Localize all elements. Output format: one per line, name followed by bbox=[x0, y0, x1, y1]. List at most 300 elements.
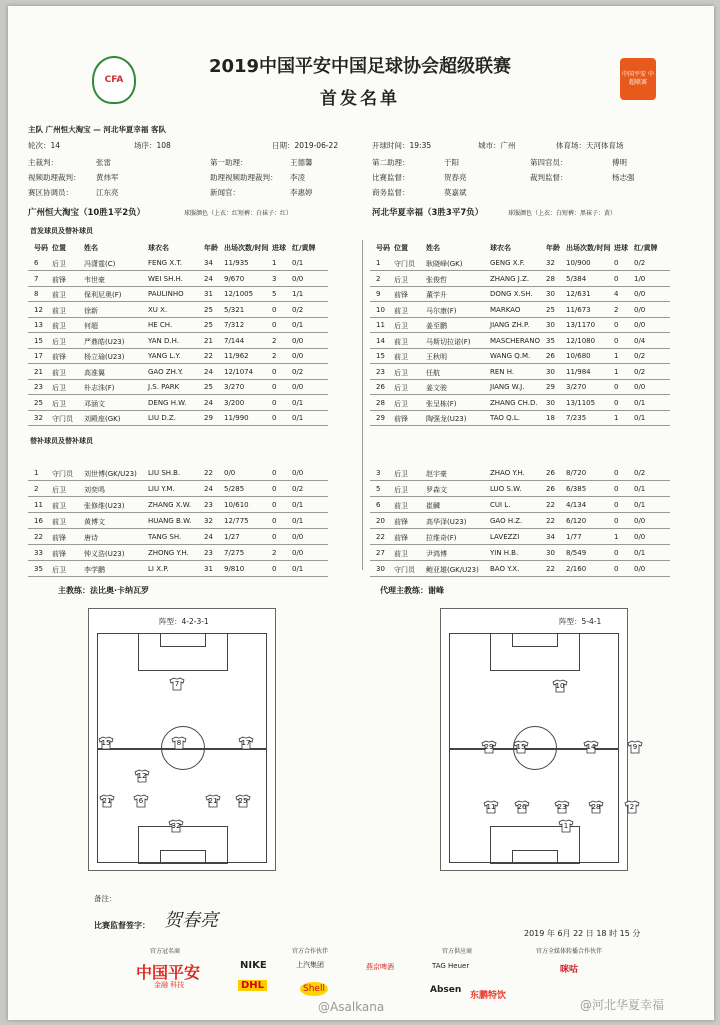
jersey-number: 8 bbox=[176, 739, 182, 747]
player-cell: 0 bbox=[272, 565, 277, 573]
row-rule bbox=[370, 560, 670, 561]
row-rule bbox=[370, 348, 670, 349]
player-cell: 0/0 bbox=[292, 274, 304, 283]
column-header: 红/黄牌 bbox=[292, 244, 316, 252]
player-cell: 5/285 bbox=[224, 485, 245, 493]
player-cell: MASCHERANO bbox=[490, 336, 540, 345]
page-title: 2019中国平安中国足球协会超级联赛 bbox=[208, 56, 512, 77]
column-header: 年龄 bbox=[204, 244, 218, 252]
player-cell: 董学升 bbox=[426, 291, 447, 299]
watermark-left: @Asalkana bbox=[318, 1000, 385, 1014]
player-cell: 7/312 bbox=[224, 321, 245, 329]
player-cell: 守门员 bbox=[394, 260, 415, 268]
player-cell: 0 bbox=[614, 398, 619, 407]
player-cell: 23 bbox=[204, 501, 213, 509]
player-cell: 2 bbox=[34, 485, 39, 493]
table-divider bbox=[362, 240, 363, 570]
player-cell: 0/0 bbox=[634, 533, 646, 541]
player-cell: 0 bbox=[272, 305, 277, 314]
player-cell: 10/680 bbox=[566, 352, 591, 360]
player-cell: 前锋 bbox=[52, 275, 66, 284]
player-cell: ZHANG J.Z. bbox=[490, 274, 530, 283]
player-cell: 11/673 bbox=[566, 305, 591, 314]
ar2-label: 第二助理： bbox=[372, 158, 410, 167]
player-jersey bbox=[558, 819, 574, 833]
player-cell: 22 bbox=[546, 517, 555, 525]
row-rule bbox=[28, 512, 328, 513]
player-cell: 16 bbox=[34, 517, 43, 525]
player-cell: 7 bbox=[34, 274, 39, 283]
player-cell: 前锋 bbox=[52, 550, 66, 558]
player-cell: 29 bbox=[204, 414, 213, 422]
column-header: 号码 bbox=[34, 244, 48, 252]
player-cell: 11/935 bbox=[224, 259, 249, 267]
player-cell: 张呈栋(F) bbox=[426, 399, 457, 408]
player-cell: 张俊哲 bbox=[426, 275, 447, 284]
player-cell: HUANG B.W. bbox=[148, 517, 192, 525]
jersey-number: 14 bbox=[586, 743, 596, 751]
jersey-number: 10 bbox=[555, 682, 565, 690]
player-cell: 前卫 bbox=[52, 518, 66, 526]
sponsor-absen: Absen bbox=[430, 985, 462, 995]
row-rule bbox=[28, 410, 328, 411]
starters-heading: 首发球员及替补球员 bbox=[30, 227, 93, 235]
player-cell: 0/0 bbox=[634, 383, 646, 391]
sponsor-title-media: 官方全媒体转播合作伙伴 bbox=[536, 948, 603, 955]
player-cell: 1/1 bbox=[292, 290, 304, 298]
player-cell: 李学鹏 bbox=[84, 566, 105, 574]
player-cell: 12/1080 bbox=[566, 336, 596, 345]
row-rule bbox=[28, 394, 328, 395]
player-cell: 17 bbox=[34, 352, 43, 360]
player-cell: XU X. bbox=[148, 305, 168, 314]
row-rule bbox=[370, 394, 670, 395]
row-rule bbox=[28, 286, 328, 287]
player-cell: 邓涵文 bbox=[84, 399, 105, 408]
player-cell: 5 bbox=[376, 485, 381, 493]
coordinator-value: 江东亮 bbox=[96, 188, 119, 197]
player-cell: 黄博文 bbox=[84, 518, 105, 526]
player-cell: 31 bbox=[204, 565, 213, 573]
referee-value: 张雷 bbox=[96, 158, 111, 167]
player-cell: JIANG ZH.P. bbox=[490, 321, 530, 329]
player-cell: 6 bbox=[34, 259, 39, 267]
referee-label: 主裁判： bbox=[28, 158, 58, 167]
player-cell: 0 bbox=[272, 501, 277, 509]
csl-logo: 中国平安 中超联赛 bbox=[620, 58, 656, 100]
player-cell: 马尔康(F) bbox=[426, 306, 457, 315]
player-cell: 前卫 bbox=[394, 550, 408, 558]
player-cell: 25 bbox=[546, 305, 555, 314]
row-rule bbox=[370, 363, 670, 364]
player-cell: 0 bbox=[614, 485, 619, 493]
away-goal-box-top bbox=[512, 633, 558, 647]
player-cell: 0/1 bbox=[292, 414, 304, 422]
player-cell: DONG X.SH. bbox=[490, 290, 533, 298]
player-cell: 0 bbox=[272, 414, 277, 422]
player-cell: 0/2 bbox=[292, 305, 304, 314]
player-cell: 35 bbox=[34, 565, 43, 573]
player-cell: 11 bbox=[34, 501, 43, 509]
player-cell: 24 bbox=[204, 398, 213, 407]
player-cell: 35 bbox=[546, 336, 555, 345]
press-value: 李惠婷 bbox=[290, 188, 313, 197]
player-cell: 24 bbox=[204, 367, 213, 376]
player-cell: 22 bbox=[376, 533, 385, 541]
sponsor-tag: TAG Heuer bbox=[432, 962, 470, 970]
player-cell: ZHANG X.W. bbox=[148, 501, 192, 509]
away-formation: 阵型：5-4-1 bbox=[559, 617, 602, 626]
row-rule bbox=[370, 270, 670, 271]
player-cell: 13/1105 bbox=[566, 398, 596, 407]
player-cell: 姜文骏 bbox=[426, 384, 447, 392]
player-cell: TANG SH. bbox=[148, 533, 182, 541]
column-header: 位置 bbox=[394, 244, 408, 252]
player-cell: 3/270 bbox=[566, 383, 587, 391]
row-rule bbox=[28, 270, 328, 271]
player-cell: 徐新 bbox=[84, 306, 98, 315]
press-label: 新闻官： bbox=[210, 188, 240, 197]
player-cell: 0/0 bbox=[292, 469, 304, 477]
player-cell: 1 bbox=[614, 352, 619, 360]
column-header: 球衣名 bbox=[490, 244, 511, 252]
player-cell: 前锋 bbox=[394, 518, 408, 526]
player-cell: 3/200 bbox=[224, 398, 245, 407]
ar1-value: 王德馨 bbox=[290, 158, 313, 167]
row-rule bbox=[28, 496, 328, 497]
player-cell: 24 bbox=[204, 274, 213, 283]
sponsor-pingan-sub: 金融 科技 bbox=[154, 981, 185, 989]
venue: 体育场：天河体育场 bbox=[556, 141, 624, 150]
player-cell: 前锋 bbox=[52, 353, 66, 361]
player-cell: 32 bbox=[204, 517, 213, 525]
player-cell: 0/1 bbox=[634, 485, 646, 493]
player-cell: 34 bbox=[204, 259, 213, 267]
match-teams: 主队 广州恒大淘宝 — 河北华夏幸福 客队 bbox=[28, 125, 166, 134]
player-cell: 0/0 bbox=[292, 352, 304, 360]
player-cell: 守门员 bbox=[394, 566, 415, 574]
jersey-number: 15 bbox=[516, 743, 526, 751]
player-cell: YAN D.H. bbox=[148, 336, 179, 345]
player-jersey bbox=[235, 794, 251, 808]
player-cell: 后卫 bbox=[394, 399, 408, 408]
player-cell: 25 bbox=[204, 383, 213, 391]
player-cell: 30 bbox=[376, 565, 385, 573]
player-cell: 0/1 bbox=[292, 259, 304, 267]
player-cell: 20 bbox=[376, 517, 385, 525]
player-cell: 0/0 bbox=[224, 469, 236, 477]
fourth-label: 第四官员： bbox=[530, 158, 568, 167]
player-cell: 13/1170 bbox=[566, 321, 596, 329]
sponsor-nike: NIKE bbox=[240, 960, 267, 971]
row-rule bbox=[370, 286, 670, 287]
timestamp: 2019 年 6月 22 日 18 时 15 分 bbox=[524, 929, 641, 938]
player-cell: 7/275 bbox=[224, 549, 245, 557]
player-cell: 15 bbox=[376, 352, 385, 360]
row-rule bbox=[370, 496, 670, 497]
player-cell: 0/4 bbox=[634, 336, 646, 345]
player-cell: 4 bbox=[614, 290, 619, 298]
sponsor-shell: Shell bbox=[300, 982, 328, 996]
player-cell: 陶强龙(U23) bbox=[426, 415, 467, 423]
column-header: 出场次数/时间 bbox=[224, 244, 269, 252]
player-cell: 29 bbox=[376, 414, 385, 422]
row-rule bbox=[370, 317, 670, 318]
player-cell: CUI L. bbox=[490, 501, 511, 509]
player-cell: 后卫 bbox=[394, 275, 408, 284]
player-cell: 11/990 bbox=[224, 414, 249, 422]
player-cell: 1 bbox=[614, 367, 619, 376]
row-rule bbox=[28, 379, 328, 380]
player-cell: 保利尼奥(F) bbox=[84, 291, 122, 299]
column-header: 进球 bbox=[272, 244, 286, 252]
player-cell: 后卫 bbox=[394, 368, 408, 377]
player-cell: 0/2 bbox=[634, 259, 646, 267]
watermark-right: @河北华夏幸福 bbox=[580, 998, 665, 1012]
column-header: 红/黄牌 bbox=[634, 244, 658, 252]
player-cell: FENG X.T. bbox=[148, 259, 183, 267]
player-cell: 1 bbox=[272, 259, 277, 267]
player-cell: 0/0 bbox=[292, 336, 304, 345]
var-value: 黄炜军 bbox=[96, 173, 119, 182]
player-jersey bbox=[133, 794, 149, 808]
column-header: 球衣名 bbox=[148, 244, 169, 252]
player-cell: 1 bbox=[614, 533, 619, 541]
sponsor-title-supplier: 官方供应商 bbox=[442, 948, 473, 955]
player-cell: 0/2 bbox=[292, 367, 304, 376]
away-kit: 球服颜色（上衣：白短裤：黑袜子：黄） bbox=[508, 210, 617, 217]
player-cell: 王秋明 bbox=[426, 353, 447, 361]
jersey-number: 21 bbox=[208, 797, 218, 805]
player-cell: 前卫 bbox=[52, 291, 66, 299]
player-cell: 0/1 bbox=[292, 517, 304, 525]
player-cell: 0/0 bbox=[634, 290, 646, 298]
row-rule bbox=[370, 528, 670, 529]
row-rule bbox=[370, 512, 670, 513]
player-cell: LAVEZZI bbox=[490, 533, 520, 541]
player-cell: 后卫 bbox=[52, 384, 66, 392]
player-cell: 何超 bbox=[84, 322, 98, 330]
player-cell: 5 bbox=[272, 290, 277, 298]
player-cell: 30 bbox=[546, 367, 555, 376]
player-cell: 30 bbox=[546, 398, 555, 407]
player-cell: YANG L.Y. bbox=[148, 352, 181, 360]
player-cell: 杨立瑜(U23) bbox=[84, 353, 125, 361]
player-cell: 后卫 bbox=[394, 322, 408, 330]
var-label: 视频助理裁判： bbox=[28, 173, 81, 182]
player-cell: 23 bbox=[376, 367, 385, 376]
player-cell: 0 bbox=[272, 367, 277, 376]
player-cell: 前锋 bbox=[394, 534, 408, 542]
player-cell: 4/134 bbox=[566, 501, 587, 509]
player-cell: 1/0 bbox=[634, 274, 646, 283]
player-cell: LIU D.Z. bbox=[148, 414, 176, 422]
jersey-number: 15 bbox=[101, 739, 111, 747]
player-jersey bbox=[483, 800, 499, 814]
ar1-label: 第一助理： bbox=[210, 158, 248, 167]
player-cell: 26 bbox=[546, 352, 555, 360]
ref-assessor-label: 裁判监督： bbox=[530, 173, 568, 182]
player-cell: 马斯切拉诺(F) bbox=[426, 337, 471, 346]
player-cell: 耿晓峰(GK) bbox=[426, 260, 463, 268]
player-cell: 鲍亚雄(GK/U23) bbox=[426, 566, 479, 574]
sponsor-title-naming: 官方冠名商 bbox=[150, 948, 181, 955]
player-cell: 7/235 bbox=[566, 414, 587, 422]
player-cell: 刘奕鸣 bbox=[84, 486, 105, 494]
jersey-number: 7 bbox=[174, 680, 180, 688]
player-cell: 12/775 bbox=[224, 517, 249, 525]
player-cell: 3 bbox=[272, 274, 277, 283]
player-cell: JIANG W.J. bbox=[490, 383, 525, 391]
player-cell: 24 bbox=[204, 485, 213, 493]
jersey-number: 1 bbox=[563, 822, 569, 830]
player-cell: GAO ZH.Y. bbox=[148, 367, 184, 376]
player-cell: 朴志洙(F) bbox=[84, 384, 115, 392]
player-cell: 5/321 bbox=[224, 305, 245, 314]
player-cell: 29 bbox=[546, 383, 555, 391]
player-cell: 后卫 bbox=[394, 470, 408, 478]
player-cell: DENG H.W. bbox=[148, 398, 187, 407]
player-cell: 0 bbox=[614, 259, 619, 267]
player-cell: 0/0 bbox=[292, 383, 304, 391]
player-cell: 25 bbox=[204, 305, 213, 314]
player-cell: 31 bbox=[204, 290, 213, 298]
row-rule bbox=[28, 560, 328, 561]
player-cell: 11 bbox=[376, 321, 385, 329]
player-cell: 8 bbox=[34, 290, 39, 298]
player-cell: 前卫 bbox=[394, 337, 408, 346]
player-cell: 15 bbox=[34, 336, 43, 345]
ref-assessor-value: 杨志强 bbox=[612, 173, 635, 182]
player-cell: 12/631 bbox=[566, 290, 591, 298]
match-no: 场序：108 bbox=[134, 141, 171, 150]
player-cell: 1 bbox=[376, 259, 381, 267]
page-subtitle: 首发名单 bbox=[320, 89, 400, 109]
player-cell: 22 bbox=[34, 533, 43, 541]
player-cell: 0/1 bbox=[634, 501, 646, 509]
jersey-number: 17 bbox=[241, 739, 251, 747]
player-cell: 0 bbox=[614, 274, 619, 283]
player-jersey bbox=[552, 679, 568, 693]
player-cell: 32 bbox=[546, 259, 555, 267]
sponsor-dhl: DHL bbox=[238, 980, 267, 991]
row-rule bbox=[28, 576, 328, 577]
column-header: 号码 bbox=[376, 244, 390, 252]
player-cell: 前锋 bbox=[394, 291, 408, 299]
player-cell: 34 bbox=[546, 533, 555, 541]
jersey-number: 29 bbox=[484, 743, 494, 751]
column-header: 进球 bbox=[614, 244, 628, 252]
supervisor-sign-label: 比赛监督签字： bbox=[94, 921, 150, 930]
player-cell: 罗森文 bbox=[426, 486, 447, 494]
player-cell: 前锋 bbox=[394, 415, 408, 423]
player-cell: 后卫 bbox=[52, 399, 66, 408]
home-goal-box-bottom bbox=[160, 850, 206, 864]
player-cell: GAO H.Z. bbox=[490, 517, 523, 525]
jersey-number: 28 bbox=[591, 803, 601, 811]
row-rule bbox=[370, 301, 670, 302]
player-cell: 1 bbox=[34, 469, 39, 477]
player-cell: REN H. bbox=[490, 367, 515, 376]
jersey-number: 26 bbox=[517, 803, 527, 811]
row-rule bbox=[28, 480, 328, 481]
player-cell: 0 bbox=[614, 336, 619, 345]
player-cell: 0 bbox=[272, 517, 277, 525]
player-cell: WEI SH.H. bbox=[148, 274, 183, 283]
column-header: 位置 bbox=[52, 244, 66, 252]
city: 城市：广州 bbox=[478, 141, 516, 150]
player-cell: 0 bbox=[272, 398, 277, 407]
player-jersey bbox=[627, 740, 643, 754]
player-cell: 23 bbox=[34, 383, 43, 391]
player-cell: 28 bbox=[546, 274, 555, 283]
cfa-logo: CFA bbox=[92, 56, 136, 104]
player-cell: 0/0 bbox=[292, 533, 304, 541]
player-cell: 钟义浩(U23) bbox=[84, 550, 125, 558]
jersey-number: 32 bbox=[171, 822, 181, 830]
player-cell: 0 bbox=[614, 469, 619, 477]
player-cell: 12/1074 bbox=[224, 367, 254, 376]
player-cell: 0/1 bbox=[292, 398, 304, 407]
player-cell: 前卫 bbox=[394, 353, 408, 361]
column-header: 姓名 bbox=[84, 244, 98, 252]
player-cell: 25 bbox=[204, 321, 213, 329]
player-cell: 0 bbox=[272, 533, 277, 541]
player-cell: 8/549 bbox=[566, 549, 587, 557]
player-cell: 0 bbox=[614, 565, 619, 573]
row-rule bbox=[28, 544, 328, 545]
player-cell: 后卫 bbox=[52, 260, 66, 268]
player-cell: 前卫 bbox=[52, 502, 66, 510]
away-goal-box-bottom bbox=[512, 850, 558, 864]
away-formation-field bbox=[440, 608, 628, 871]
player-cell: 8/720 bbox=[566, 469, 587, 477]
player-cell: 2 bbox=[272, 352, 277, 360]
player-cell: 9/670 bbox=[224, 274, 245, 283]
jersey-number: 11 bbox=[486, 803, 496, 811]
supervisor-label: 比赛监督： bbox=[372, 173, 410, 182]
sponsor-title-partner: 官方合作伙伴 bbox=[292, 948, 329, 955]
player-cell: 0 bbox=[614, 549, 619, 557]
player-cell: 10/900 bbox=[566, 259, 591, 267]
player-cell: 21 bbox=[34, 367, 43, 376]
player-jersey bbox=[624, 800, 640, 814]
row-rule bbox=[28, 425, 328, 426]
player-cell: ZHAO Y.H. bbox=[490, 469, 525, 477]
player-cell: 5/384 bbox=[566, 274, 587, 283]
player-cell: LI X.P. bbox=[148, 565, 169, 573]
row-rule bbox=[28, 363, 328, 364]
player-cell: ZHONG Y.H. bbox=[148, 549, 189, 557]
player-jersey bbox=[238, 736, 254, 750]
player-cell: 12 bbox=[34, 305, 43, 314]
player-cell: 10/610 bbox=[224, 501, 249, 509]
player-cell: 6/385 bbox=[566, 485, 587, 493]
jersey-number: 21 bbox=[102, 797, 112, 805]
player-cell: 1 bbox=[614, 414, 619, 422]
player-cell: 2 bbox=[272, 549, 277, 557]
player-cell: 后卫 bbox=[52, 486, 66, 494]
player-cell: 赵宇豪 bbox=[426, 470, 447, 478]
jersey-number: 2 bbox=[629, 803, 635, 811]
row-rule bbox=[370, 544, 670, 545]
player-cell: 7/144 bbox=[224, 336, 245, 345]
avar-value: 李凌 bbox=[290, 173, 305, 182]
jersey-number: 9 bbox=[632, 743, 638, 751]
player-cell: 前卫 bbox=[52, 306, 66, 315]
player-cell: ZHANG CH.D. bbox=[490, 398, 538, 407]
player-cell: 26 bbox=[546, 469, 555, 477]
